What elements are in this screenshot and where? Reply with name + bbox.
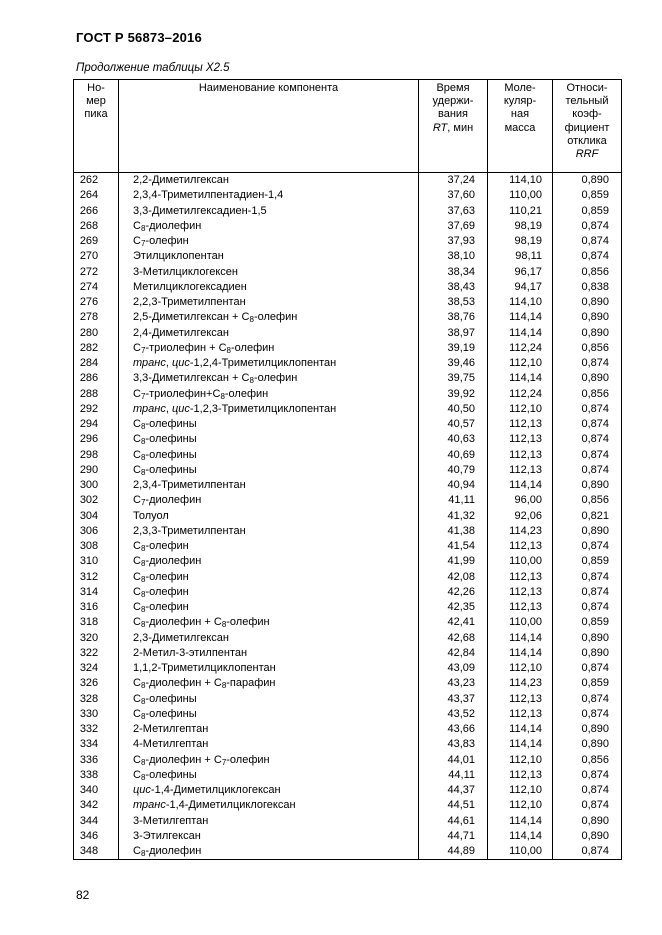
retention-time-cell: 40,50 — [419, 402, 488, 417]
rrf-cell: 0,821 — [553, 509, 622, 524]
table-row — [74, 356, 622, 371]
peak-number-cell: 302 — [74, 493, 119, 508]
peak-number-cell: 270 — [74, 249, 119, 264]
table-row — [74, 402, 622, 417]
peak-number-cell: 320 — [74, 631, 119, 646]
column-header-line: ная — [510, 108, 530, 121]
retention-time-cell: 39,19 — [419, 341, 488, 356]
retention-time-cell: 38,43 — [419, 280, 488, 295]
retention-time-cell: 41,54 — [419, 539, 488, 554]
retention-time-cell: 39,75 — [419, 371, 488, 386]
component-name-cell: 2,3,4-Триметилпентан — [119, 478, 419, 493]
molecular-mass-cell: 112,10 — [488, 783, 553, 798]
rrf-cell: 0,859 — [553, 188, 622, 203]
peak-number-cell: 326 — [74, 676, 119, 691]
peak-number-cell: 312 — [74, 570, 119, 585]
molecular-mass-cell: 114,14 — [488, 478, 553, 493]
component-name-cell: цис-1,4-Диметилциклогексан — [119, 783, 419, 798]
column-header-line: Наименование компонента — [198, 82, 339, 94]
molecular-mass-cell: 112,13 — [488, 570, 553, 585]
retention-time-cell: 43,52 — [419, 707, 488, 722]
rrf-cell: 0,874 — [553, 219, 622, 234]
column-header-component-name — [119, 80, 419, 173]
rrf-cell: 0,890 — [553, 371, 622, 386]
component-name-cell: $C_7$-диолефин — [119, 493, 419, 508]
molecular-mass-cell: 114,14 — [488, 814, 553, 829]
rrf-cell: 0,856 — [553, 265, 622, 280]
component-name-cell: 3,3-Диметилгексан + $C_8$-олефин — [119, 371, 419, 386]
peak-number-cell: 264 — [74, 188, 119, 203]
rrf-cell: 0,874 — [553, 600, 622, 615]
retention-time-cell: 40,63 — [419, 432, 488, 447]
retention-time-cell: 38,76 — [419, 310, 488, 325]
component-name-cell: $C_8$-олефин — [119, 570, 419, 585]
peak-number-cell: 344 — [74, 814, 119, 829]
peak-number-cell: 308 — [74, 539, 119, 554]
column-header-retention-time — [419, 80, 488, 173]
rrf-cell: 0,890 — [553, 478, 622, 493]
component-name-cell: $C_8$-диолефин + $C_8$-олефин — [119, 615, 419, 630]
column-header-molecular-mass — [488, 80, 553, 173]
component-name-cell: $C_8$-диолефин + $C_8$-парафин — [119, 676, 419, 691]
retention-time-cell: 43,23 — [419, 676, 488, 691]
table-row — [74, 615, 622, 630]
retention-time-cell: 42,08 — [419, 570, 488, 585]
component-name-cell: 3-Этилгексан — [119, 829, 419, 844]
component-name-cell: $C_8$-олефины — [119, 707, 419, 722]
table-row — [74, 722, 622, 737]
component-name-cell: 4-Метилгептан — [119, 737, 419, 752]
retention-time-cell: 39,46 — [419, 356, 488, 371]
peak-number-cell: 342 — [74, 798, 119, 813]
peak-number-cell: 298 — [74, 448, 119, 463]
rrf-cell: 0,859 — [553, 204, 622, 219]
retention-time-cell: 44,01 — [419, 753, 488, 768]
retention-time-cell: 37,60 — [419, 188, 488, 203]
peak-number-cell: 278 — [74, 310, 119, 325]
column-header-relative-response-factor — [553, 80, 622, 173]
component-name-cell: 1,1,2-Триметилциклопентан — [119, 661, 419, 676]
rrf-cell: 0,838 — [553, 280, 622, 295]
table-row — [74, 631, 622, 646]
rrf-cell: 0,890 — [553, 646, 622, 661]
molecular-mass-cell: 110,21 — [488, 204, 553, 219]
component-name-cell: 2,2-Диметилгексан — [119, 173, 419, 189]
molecular-mass-cell: 98,11 — [488, 249, 553, 264]
molecular-mass-cell: 96,17 — [488, 265, 553, 280]
components-table — [73, 79, 622, 860]
column-header-line: пика — [84, 108, 108, 121]
component-name-cell: 2,3,4-Триметилпентадиен-1,4 — [119, 188, 419, 203]
molecular-mass-cell: 92,06 — [488, 509, 553, 524]
column-header-line: Но- — [87, 82, 105, 94]
peak-number-cell: 284 — [74, 356, 119, 371]
document-header: ГОСТ Р 56873–2016 — [76, 30, 202, 45]
molecular-mass-cell: 114,23 — [488, 676, 553, 691]
molecular-mass-cell: 112,24 — [488, 387, 553, 402]
component-name-cell: 3,3-Диметилгексадиен-1,5 — [119, 204, 419, 219]
molecular-mass-cell: 112,13 — [488, 585, 553, 600]
retention-time-cell: 42,26 — [419, 585, 488, 600]
rrf-cell: 0,856 — [553, 493, 622, 508]
retention-time-cell: 40,57 — [419, 417, 488, 432]
molecular-mass-cell: 114,14 — [488, 737, 553, 752]
retention-time-cell: 38,97 — [419, 326, 488, 341]
column-header-line: удержи- — [432, 95, 474, 108]
peak-number-cell: 340 — [74, 783, 119, 798]
molecular-mass-cell: 112,13 — [488, 768, 553, 783]
peak-number-cell: 262 — [74, 173, 119, 189]
component-name-cell: $C_8$-олефин — [119, 600, 419, 615]
table-row — [74, 753, 622, 768]
rrf-cell: 0,890 — [553, 524, 622, 539]
rrf-cell: 0,874 — [553, 448, 622, 463]
table-row — [74, 234, 622, 249]
retention-time-cell: 38,34 — [419, 265, 488, 280]
peak-number-cell: 274 — [74, 280, 119, 295]
component-name-cell: $C_8$-олефины — [119, 432, 419, 447]
component-name-cell: 2-Метил-3-этилпентан — [119, 646, 419, 661]
peak-number-cell: 316 — [74, 600, 119, 615]
rrf-cell: 0,890 — [553, 295, 622, 310]
table-row — [74, 493, 622, 508]
table-row — [74, 707, 622, 722]
molecular-mass-cell: 98,19 — [488, 234, 553, 249]
component-name-cell: $C_8$-олефины — [119, 768, 419, 783]
table-row — [74, 478, 622, 493]
peak-number-cell: 310 — [74, 554, 119, 569]
retention-time-cell: 39,92 — [419, 387, 488, 402]
retention-time-cell: 44,89 — [419, 844, 488, 860]
rrf-cell: 0,874 — [553, 402, 622, 417]
peak-number-cell: 294 — [74, 417, 119, 432]
peak-number-cell: 269 — [74, 234, 119, 249]
molecular-mass-cell: 110,00 — [488, 188, 553, 203]
column-header-line: куляр- — [503, 95, 537, 108]
rrf-cell: 0,856 — [553, 341, 622, 356]
molecular-mass-cell: 114,14 — [488, 371, 553, 386]
rrf-cell: 0,890 — [553, 737, 622, 752]
page-number: 82 — [76, 888, 90, 902]
table-row — [74, 737, 622, 752]
table-row — [74, 585, 622, 600]
component-name-cell: транс, цис-1,2,3-Триметилциклопентан — [119, 402, 419, 417]
table-row — [74, 219, 622, 234]
molecular-mass-cell: 112,13 — [488, 539, 553, 554]
rrf-cell: 0,874 — [553, 768, 622, 783]
peak-number-cell: 280 — [74, 326, 119, 341]
peak-number-cell: 268 — [74, 219, 119, 234]
rrf-cell: 0,874 — [553, 798, 622, 813]
molecular-mass-cell: 112,10 — [488, 661, 553, 676]
molecular-mass-cell: 112,24 — [488, 341, 553, 356]
table-row — [74, 204, 622, 219]
table-header-row — [74, 80, 622, 173]
table-row — [74, 448, 622, 463]
table-row — [74, 829, 622, 844]
column-header-line: тельный — [565, 95, 609, 108]
molecular-mass-cell: 112,13 — [488, 692, 553, 707]
retention-time-cell: 42,41 — [419, 615, 488, 630]
component-name-cell: $C_8$-диолефин + $C_7$-олефин — [119, 753, 419, 768]
rrf-cell: 0,874 — [553, 234, 622, 249]
peak-number-cell: 330 — [74, 707, 119, 722]
rrf-cell: 0,859 — [553, 554, 622, 569]
rrf-cell: 0,890 — [553, 326, 622, 341]
column-header-line: отклика — [567, 134, 607, 147]
rrf-cell: 0,874 — [553, 249, 622, 264]
retention-time-cell: 44,51 — [419, 798, 488, 813]
retention-time-cell: 44,11 — [419, 768, 488, 783]
rrf-cell: 0,874 — [553, 356, 622, 371]
component-name-cell: 3-Метилгептан — [119, 814, 419, 829]
retention-time-cell: 37,93 — [419, 234, 488, 249]
rrf-cell: 0,890 — [553, 173, 622, 189]
molecular-mass-cell: 114,23 — [488, 524, 553, 539]
peak-number-cell: 318 — [74, 615, 119, 630]
rrf-cell: 0,874 — [553, 432, 622, 447]
column-header-line: RRF — [575, 148, 599, 161]
column-header-line: RT, мин — [432, 121, 474, 134]
peak-number-cell: 296 — [74, 432, 119, 447]
column-header-line: Относи- — [566, 82, 608, 94]
molecular-mass-cell: 112,10 — [488, 798, 553, 813]
retention-time-cell: 40,69 — [419, 448, 488, 463]
retention-time-cell: 42,84 — [419, 646, 488, 661]
column-header-peak-number — [74, 80, 119, 173]
peak-number-cell: 322 — [74, 646, 119, 661]
rrf-cell: 0,890 — [553, 310, 622, 325]
table-row — [74, 676, 622, 691]
table-row — [74, 295, 622, 310]
table-row — [74, 554, 622, 569]
table-row — [74, 600, 622, 615]
component-name-cell: Метилциклогексадиен — [119, 280, 419, 295]
rrf-cell: 0,874 — [553, 707, 622, 722]
molecular-mass-cell: 114,10 — [488, 173, 553, 189]
peak-number-cell: 286 — [74, 371, 119, 386]
molecular-mass-cell: 112,10 — [488, 356, 553, 371]
table-body — [74, 173, 622, 860]
molecular-mass-cell: 112,10 — [488, 402, 553, 417]
table-caption: Продолжение таблицы X2.5 — [76, 62, 230, 74]
molecular-mass-cell: 112,13 — [488, 417, 553, 432]
peak-number-cell: 334 — [74, 737, 119, 752]
peak-number-cell: 288 — [74, 387, 119, 402]
column-header-line: Время — [436, 82, 470, 94]
table-row — [74, 783, 622, 798]
rrf-cell: 0,874 — [553, 585, 622, 600]
peak-number-cell: 314 — [74, 585, 119, 600]
rrf-cell: 0,874 — [553, 539, 622, 554]
peak-number-cell: 266 — [74, 204, 119, 219]
molecular-mass-cell: 114,14 — [488, 646, 553, 661]
molecular-mass-cell: 112,13 — [488, 707, 553, 722]
component-name-cell: $C_7$-олефин — [119, 234, 419, 249]
peak-number-cell: 282 — [74, 341, 119, 356]
molecular-mass-cell: 114,10 — [488, 295, 553, 310]
rrf-cell: 0,859 — [553, 615, 622, 630]
component-name-cell: $C_8$-олефин — [119, 585, 419, 600]
component-name-cell: $C_8$-олефин — [119, 539, 419, 554]
component-name-cell: Толуол — [119, 509, 419, 524]
rrf-cell: 0,890 — [553, 722, 622, 737]
component-name-cell: 2,2,3-Триметилпентан — [119, 295, 419, 310]
column-header-line: Моле- — [504, 82, 536, 94]
rrf-cell: 0,874 — [553, 783, 622, 798]
peak-number-cell: 300 — [74, 478, 119, 493]
rrf-cell: 0,874 — [553, 417, 622, 432]
molecular-mass-cell: 112,13 — [488, 463, 553, 478]
component-name-cell: Этилциклопентан — [119, 249, 419, 264]
component-name-cell: $C_8$-диолефин — [119, 219, 419, 234]
component-name-cell: 2,3,3-Триметилпентан — [119, 524, 419, 539]
table-row — [74, 417, 622, 432]
molecular-mass-cell: 112,13 — [488, 432, 553, 447]
table-row — [74, 432, 622, 447]
molecular-mass-cell: 112,13 — [488, 448, 553, 463]
table-row — [74, 524, 622, 539]
table-row — [74, 371, 622, 386]
component-name-cell: транс, цис-1,2,4-Триметилциклопентан — [119, 356, 419, 371]
retention-time-cell: 41,11 — [419, 493, 488, 508]
rrf-cell: 0,856 — [553, 753, 622, 768]
peak-number-cell: 336 — [74, 753, 119, 768]
retention-time-cell: 41,38 — [419, 524, 488, 539]
retention-time-cell: 44,71 — [419, 829, 488, 844]
peak-number-cell: 332 — [74, 722, 119, 737]
table-row — [74, 646, 622, 661]
component-name-cell: 2-Метилгептан — [119, 722, 419, 737]
component-name-cell: $C_8$-олефины — [119, 417, 419, 432]
molecular-mass-cell: 114,14 — [488, 722, 553, 737]
column-header-line: мер — [86, 95, 106, 108]
table-row — [74, 844, 622, 860]
peak-number-cell: 346 — [74, 829, 119, 844]
molecular-mass-cell: 110,00 — [488, 615, 553, 630]
table-row — [74, 463, 622, 478]
rrf-cell: 0,890 — [553, 631, 622, 646]
rrf-cell: 0,890 — [553, 814, 622, 829]
molecular-mass-cell: 114,14 — [488, 829, 553, 844]
peak-number-cell: 290 — [74, 463, 119, 478]
component-name-cell: 2,4-Диметилгексан — [119, 326, 419, 341]
table-row — [74, 509, 622, 524]
rrf-cell: 0,874 — [553, 463, 622, 478]
component-name-cell: 3-Метилциклогексен — [119, 265, 419, 280]
molecular-mass-cell: 110,00 — [488, 554, 553, 569]
rrf-cell: 0,859 — [553, 676, 622, 691]
table-row — [74, 570, 622, 585]
component-name-cell: $C_8$-диолефин — [119, 554, 419, 569]
retention-time-cell: 44,61 — [419, 814, 488, 829]
component-name-cell: $C_7$-триолефин + $C_8$-олефин — [119, 341, 419, 356]
component-name-cell: 2,5-Диметилгексан + $C_8$-олефин — [119, 310, 419, 325]
component-name-cell: транс-1,4-Диметилциклогексан — [119, 798, 419, 813]
component-name-cell: 2,3-Диметилгексан — [119, 631, 419, 646]
peak-number-cell: 272 — [74, 265, 119, 280]
retention-time-cell: 38,53 — [419, 295, 488, 310]
retention-time-cell: 42,35 — [419, 600, 488, 615]
peak-number-cell: 328 — [74, 692, 119, 707]
molecular-mass-cell: 112,13 — [488, 600, 553, 615]
molecular-mass-cell: 114,14 — [488, 310, 553, 325]
peak-number-cell: 292 — [74, 402, 119, 417]
retention-time-cell: 44,37 — [419, 783, 488, 798]
rrf-cell: 0,874 — [553, 844, 622, 860]
column-header-line: вания — [437, 108, 468, 121]
molecular-mass-cell: 114,14 — [488, 326, 553, 341]
table-row — [74, 387, 622, 402]
retention-time-cell: 37,24 — [419, 173, 488, 189]
table-row — [74, 249, 622, 264]
component-name-cell: $C_8$-олефины — [119, 692, 419, 707]
table-row — [74, 539, 622, 554]
table-row — [74, 768, 622, 783]
peak-number-cell: 306 — [74, 524, 119, 539]
component-name-cell: $C_7-триолефин+C_8$-олефин — [119, 387, 419, 402]
table-row — [74, 814, 622, 829]
peak-number-cell: 276 — [74, 295, 119, 310]
retention-time-cell: 41,32 — [419, 509, 488, 524]
peak-number-cell: 348 — [74, 844, 119, 860]
rrf-cell: 0,856 — [553, 387, 622, 402]
column-header-line: фициент — [564, 121, 610, 134]
table-row — [74, 798, 622, 813]
retention-time-cell: 43,37 — [419, 692, 488, 707]
molecular-mass-cell: 110,00 — [488, 844, 553, 860]
table-row — [74, 310, 622, 325]
retention-time-cell: 42,68 — [419, 631, 488, 646]
peak-number-cell: 304 — [74, 509, 119, 524]
molecular-mass-cell: 96,00 — [488, 493, 553, 508]
column-header-line: коэф- — [572, 108, 602, 121]
retention-time-cell: 43,83 — [419, 737, 488, 752]
retention-time-cell: 37,63 — [419, 204, 488, 219]
retention-time-cell: 37,69 — [419, 219, 488, 234]
molecular-mass-cell: 114,14 — [488, 631, 553, 646]
retention-time-cell: 43,09 — [419, 661, 488, 676]
table-row — [74, 661, 622, 676]
rrf-cell: 0,874 — [553, 570, 622, 585]
retention-time-cell: 40,79 — [419, 463, 488, 478]
retention-time-cell: 40,94 — [419, 478, 488, 493]
molecular-mass-cell: 112,10 — [488, 753, 553, 768]
table-row — [74, 341, 622, 356]
molecular-mass-cell: 98,19 — [488, 219, 553, 234]
rrf-cell: 0,890 — [553, 829, 622, 844]
table-row — [74, 265, 622, 280]
component-name-cell: $C_8$-олефины — [119, 463, 419, 478]
peak-number-cell: 324 — [74, 661, 119, 676]
table-row — [74, 326, 622, 341]
table-row — [74, 280, 622, 295]
molecular-mass-cell: 94,17 — [488, 280, 553, 295]
retention-time-cell: 43,66 — [419, 722, 488, 737]
rrf-cell: 0,874 — [553, 692, 622, 707]
component-name-cell: $C_8$-олефины — [119, 448, 419, 463]
table-row — [74, 173, 622, 189]
table-row — [74, 692, 622, 707]
peak-number-cell: 338 — [74, 768, 119, 783]
retention-time-cell: 41,99 — [419, 554, 488, 569]
rrf-cell: 0,874 — [553, 661, 622, 676]
retention-time-cell: 38,10 — [419, 249, 488, 264]
column-header-line: масса — [504, 121, 536, 134]
component-name-cell: $C_8$-диолефин — [119, 844, 419, 860]
table-row — [74, 188, 622, 203]
